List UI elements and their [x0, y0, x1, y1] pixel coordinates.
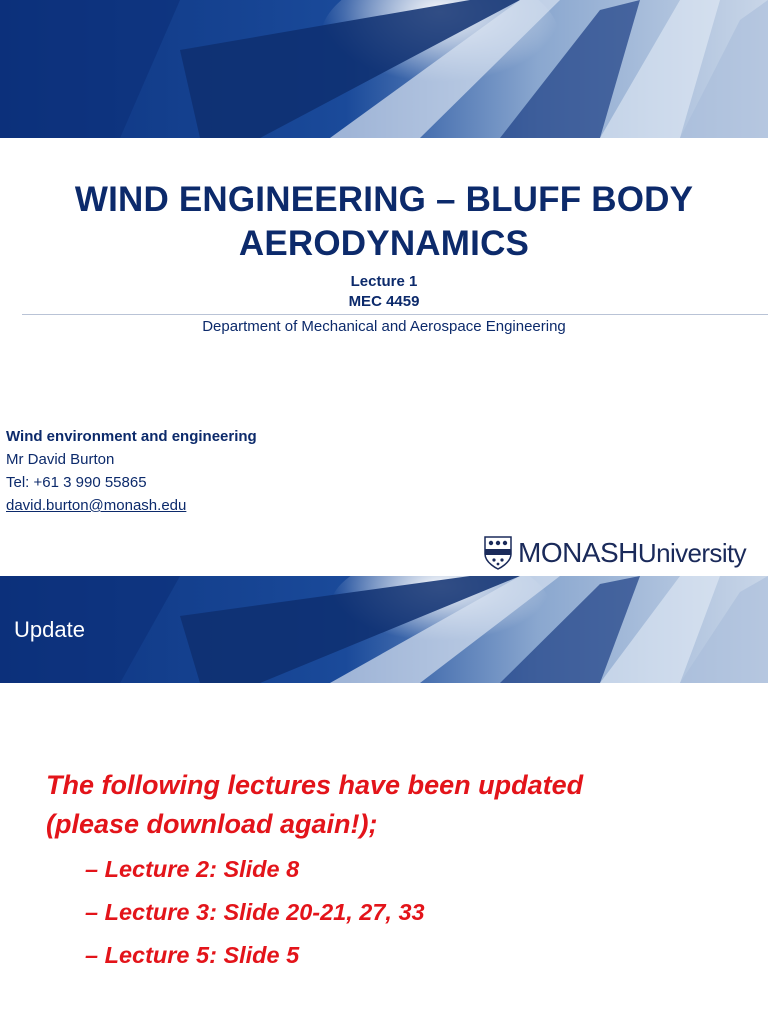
contact-heading: Wind environment and engineering — [6, 428, 257, 445]
department-name: Department of Mechanical and Aerospace Engineering — [202, 318, 566, 335]
logo-word-university: University — [637, 537, 747, 568]
lecturer-name: Mr David Burton — [6, 451, 115, 468]
contact-block — [6, 425, 257, 517]
notice-line-1: The following lectures have been updated — [46, 770, 584, 800]
title-line-1: WIND ENGINEERING – BLUFF BODY — [74, 180, 694, 219]
notice-line-2: (please download again!); — [46, 809, 378, 839]
update-heading: Update — [14, 617, 85, 642]
update-slide — [0, 576, 768, 1024]
logo-word-monash: MONASH — [518, 537, 638, 568]
lecture-number: Lecture 1 — [350, 273, 418, 290]
banner-graphic — [0, 0, 768, 138]
lecturer-phone: Tel: +61 3 990 55865 — [6, 474, 147, 491]
slide-title — [0, 178, 768, 266]
course-code: MEC 4459 — [348, 293, 420, 310]
list-item: – Lecture 2: Slide 8 — [85, 856, 300, 882]
title-line-2: AERODYNAMICS — [238, 224, 530, 263]
update-banner — [0, 576, 768, 683]
updated-lectures-list — [85, 848, 425, 977]
monash-crest-icon — [484, 536, 512, 570]
update-notice — [46, 766, 746, 844]
list-item: – Lecture 3: Slide 20-21, 27, 33 — [85, 899, 425, 925]
banner-graphic — [0, 576, 768, 683]
lecturer-email-link[interactable]: david.burton@monash.edu — [6, 497, 187, 514]
divider-line — [22, 314, 768, 315]
list-item: – Lecture 5: Slide 5 — [85, 942, 300, 968]
monash-logo — [484, 536, 746, 570]
header-banner — [0, 0, 768, 138]
